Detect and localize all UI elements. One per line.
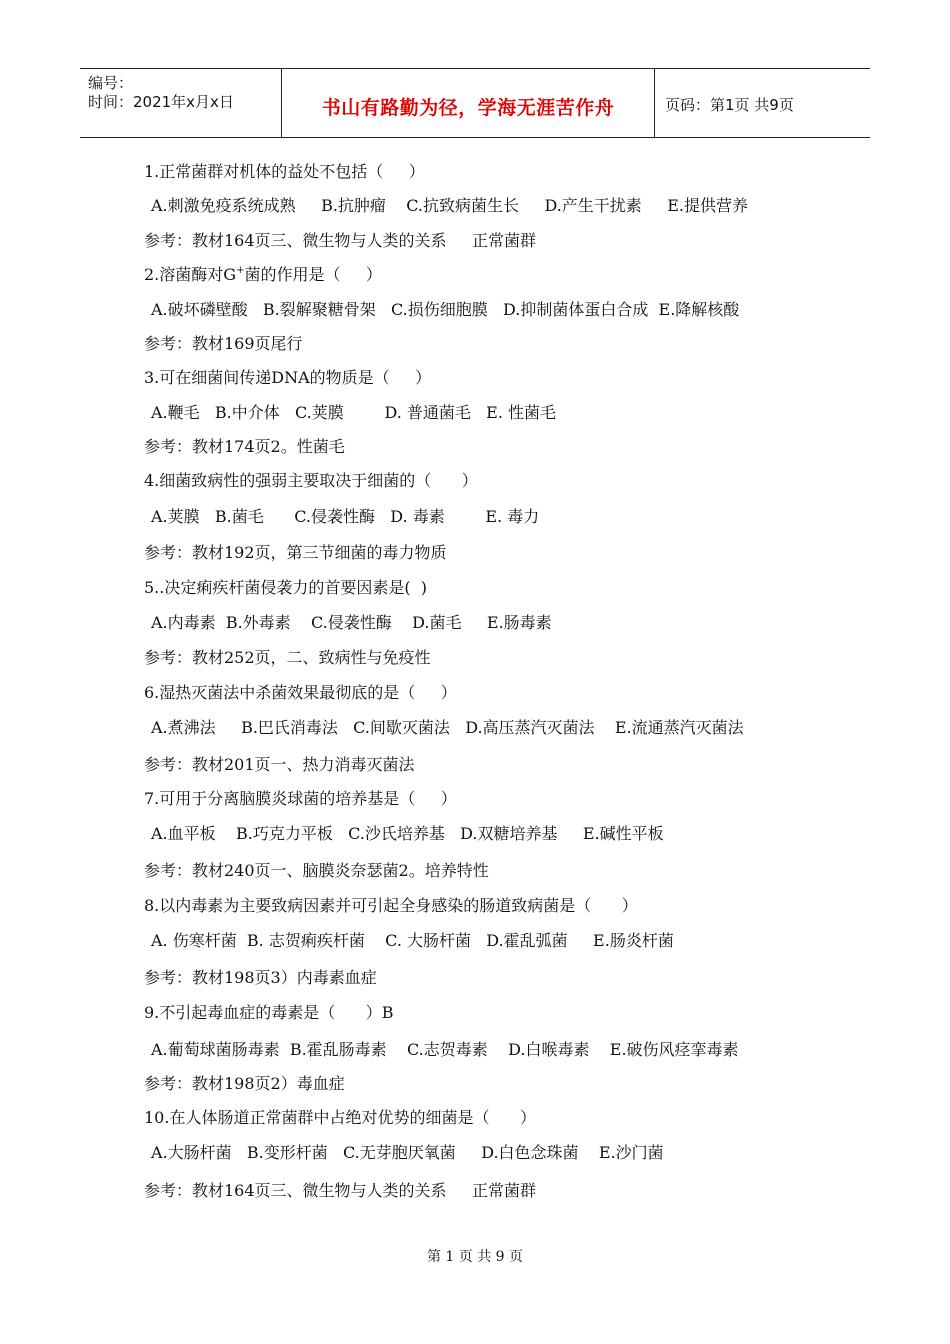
- question-title: 7.可用于分离脑膜炎球菌的培养基是（ ）: [144, 789, 457, 808]
- question-options: A.刺激免疫系统成熟 B.抗肿瘤 C.抗致病菌生长 D.产生干扰素 E.提供营养: [151, 196, 748, 215]
- number-label: 编号：: [88, 74, 134, 92]
- question-reference: 参考：教材198页2）毒血症: [144, 1074, 345, 1093]
- question-options: A.鞭毛 B.中介体 C.荚膜 D. 普通菌毛 E. 性菌毛: [151, 403, 556, 422]
- header-table: [80, 68, 870, 138]
- header-motto-cell: [282, 69, 655, 137]
- question-reference: 参考：教材198页3）内毒素血症: [144, 968, 377, 987]
- question-reference: 参考：教材174页2。性菌毛: [144, 437, 345, 456]
- page-info: 页码：第1页 共9页: [665, 96, 794, 114]
- question-options: A. 伤寒杆菌 B. 志贺痢疾杆菌 C. 大肠杆菌 D.霍乱弧菌 E.肠炎杆菌: [151, 931, 674, 950]
- question-title: [144, 265, 382, 288]
- question-reference: 参考：教材201页一、热力消毒灭菌法: [144, 755, 415, 774]
- question-title-post: 菌的作用是（ ）: [244, 265, 382, 284]
- question-options: A.血平板 B.巧克力平板 C.沙氏培养基 D.双糖培养基 E.碱性平板: [151, 824, 664, 843]
- question-title-pre: 2.溶菌酶对G: [144, 265, 237, 284]
- question-reference: 参考：教材164页三、微生物与人类的关系 正常菌群: [144, 1181, 536, 1200]
- question-options: A.破坏磷壁酸 B.裂解聚糖骨架 C.损伤细胞膜 D.抑制菌体蛋白合成 E.降解核酸: [151, 300, 740, 319]
- page-footer: 第 1 页 共 9 页: [426, 1249, 524, 1265]
- question-reference: 参考：教材240页一、脑膜炎奈瑟菌2。培养特性: [144, 861, 489, 880]
- question-options: A.内毒素 B.外毒素 C.侵袭性酶 D.菌毛 E.肠毒素: [151, 613, 552, 632]
- question-title: 5..决定痢疾杆菌侵袭力的首要因素是( ): [144, 578, 428, 597]
- question-title: 4.细菌致病性的强弱主要取决于细菌的（ ）: [144, 471, 478, 490]
- question-reference: 参考：教材192页，第三节细菌的毒力物质: [144, 543, 447, 562]
- header-left-cell: [80, 69, 282, 137]
- question-options: A.荚膜 B.菌毛 C.侵袭性酶 D. 毒素 E. 毒力: [151, 507, 540, 526]
- question-title: 3.可在细菌间传递DNA的物质是（ ）: [144, 368, 432, 387]
- header-page-cell: [655, 69, 870, 137]
- time-label: 时间：2021年x月x日: [88, 93, 234, 111]
- question-title: 1.正常菌群对机体的益处不包括（ ）: [144, 162, 425, 181]
- question-options: A.葡萄球菌肠毒素 B.霍乱肠毒素 C.志贺毒素 D.白喉毒素 E.破伤风痉挛毒素: [151, 1040, 739, 1059]
- question-reference: 参考：教材164页三、微生物与人类的关系 正常菌群: [144, 231, 536, 250]
- question-title: 8.以内毒素为主要致病因素并可引起全身感染的肠道致病菌是（ ）: [144, 896, 638, 915]
- question-title: 6.湿热灭菌法中杀菌效果最彻底的是（ ）: [144, 683, 457, 702]
- question-options: A.大肠杆菌 B.变形杆菌 C.无芽胞厌氧菌 D.白色念珠菌 E.沙门菌: [151, 1143, 664, 1162]
- motto: 书山有路勤为径，学海无涯苦作舟: [321, 97, 615, 119]
- question-title: 10.在人体肠道正常菌群中占绝对优势的细菌是（ ）: [144, 1108, 536, 1127]
- question-reference: 参考：教材169页尾行: [144, 334, 303, 353]
- question-title: 9.不引起毒血症的毒素是（ ）B: [144, 1003, 394, 1022]
- question-reference: 参考：教材252页，二、致病性与免疫性: [144, 648, 431, 667]
- superscript-plus: +: [236, 265, 245, 276]
- question-options: A.煮沸法 B.巴氏消毒法 C.间歇灭菌法 D.高压蒸汽灭菌法 E.流通蒸汽灭菌法: [151, 718, 744, 737]
